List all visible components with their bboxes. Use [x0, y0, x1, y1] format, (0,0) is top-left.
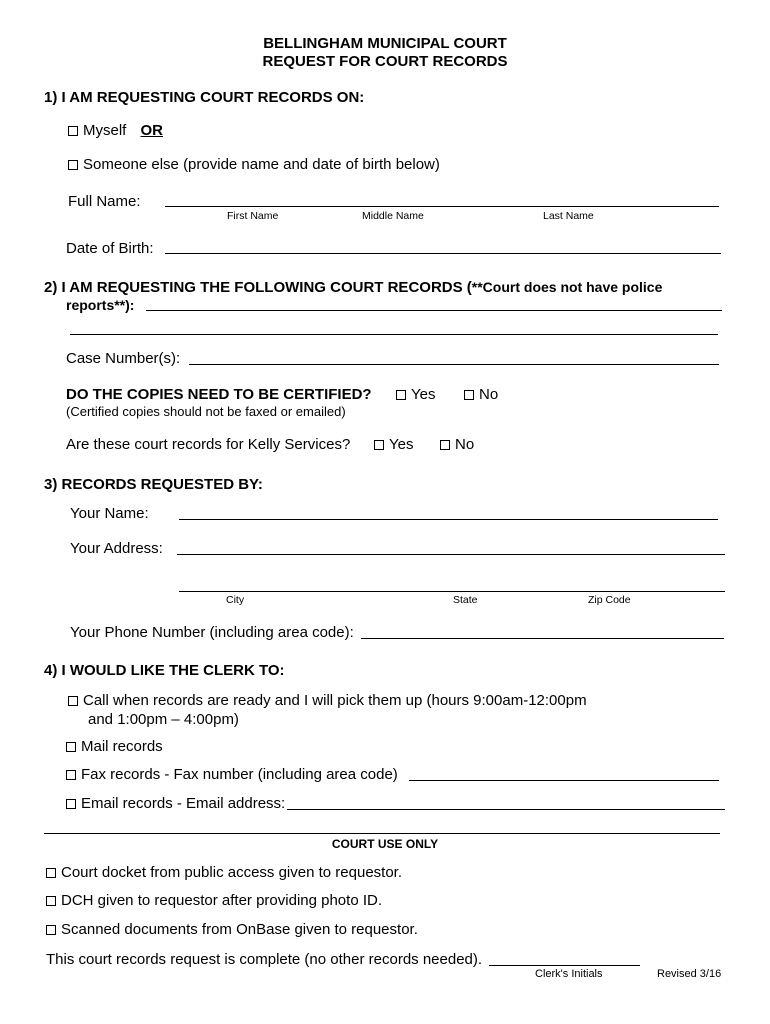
kelly-no-option[interactable] [440, 436, 474, 453]
your-address-label: Your Address: [70, 540, 163, 557]
dch-label: DCH given to requestor after providing photo ID. [61, 892, 382, 909]
kelly-no-label: No [455, 436, 475, 453]
scanned-checkbox[interactable] [46, 925, 56, 935]
dch-checkbox[interactable] [46, 896, 56, 906]
kelly-yes-checkbox[interactable] [374, 440, 384, 450]
call-option[interactable] [68, 692, 587, 709]
section2-heading-note: **Court does not have police [471, 279, 663, 295]
or-label: OR [140, 122, 164, 139]
fax-number-field[interactable] [409, 780, 719, 781]
fax-checkbox[interactable] [66, 770, 76, 780]
docket-option[interactable] [46, 864, 402, 881]
certified-yes-option[interactable] [396, 386, 435, 403]
someone-else-label: Someone else (provide name and date of birth below) [83, 156, 440, 173]
records-requested-field-1[interactable] [146, 310, 722, 311]
someone-else-option[interactable] [68, 156, 440, 173]
full-name-label: Full Name: [68, 193, 141, 210]
city-state-zip-field[interactable] [179, 591, 725, 592]
scanned-option[interactable] [46, 921, 418, 938]
certified-yes-checkbox[interactable] [396, 390, 406, 400]
email-address-field[interactable] [287, 809, 725, 810]
certified-no-label: No [479, 386, 499, 403]
phone-label: Your Phone Number (including area code): [70, 624, 354, 641]
fax-label: Fax records - Fax number (including area code) [81, 766, 398, 783]
your-address-field[interactable] [177, 554, 725, 555]
state-caption: State [453, 594, 478, 606]
kelly-yes-option[interactable] [374, 436, 413, 453]
section2-heading-text: 2) I AM REQUESTING THE FOLLOWING COURT RECORDS ( [44, 279, 472, 296]
call-label-line1: Call when records are ready and I will pick them up (hours 9:00am-12:00pm [83, 692, 587, 709]
certified-question: DO THE COPIES NEED TO BE CERTIFIED? [66, 386, 372, 403]
full-name-field[interactable] [165, 206, 719, 207]
section2-heading [44, 279, 662, 296]
your-name-field[interactable] [179, 519, 718, 520]
your-name-label: Your Name: [70, 505, 149, 522]
myself-label: Myself [83, 122, 127, 139]
certified-no-option[interactable] [464, 386, 498, 403]
myself-checkbox[interactable] [68, 126, 78, 136]
mail-label: Mail records [81, 738, 163, 755]
clerk-initials-field[interactable] [489, 965, 640, 966]
kelly-question: Are these court records for Kelly Services? [66, 436, 351, 453]
middle-name-caption: Middle Name [362, 210, 424, 222]
myself-option[interactable] [68, 122, 163, 139]
docket-label: Court docket from public access given to requestor. [61, 864, 403, 881]
section3-heading: 3) RECORDS REQUESTED BY: [44, 476, 263, 493]
mail-checkbox[interactable] [66, 742, 76, 752]
dob-field[interactable] [165, 253, 721, 254]
complete-statement: This court records request is complete (no other records needed). [46, 951, 483, 968]
section1-heading: 1) I AM REQUESTING COURT RECORDS ON: [44, 89, 365, 106]
court-use-divider [44, 833, 720, 834]
fax-option[interactable] [66, 766, 398, 783]
court-use-heading: COURT USE ONLY [331, 837, 439, 851]
certified-yes-label: Yes [411, 386, 436, 403]
zip-caption: Zip Code [588, 594, 631, 606]
mail-option[interactable] [66, 738, 163, 755]
certified-no-checkbox[interactable] [464, 390, 474, 400]
dch-option[interactable] [46, 892, 382, 909]
scanned-label: Scanned documents from OnBase given to requestor. [61, 921, 418, 938]
records-requested-field-2[interactable] [70, 334, 718, 335]
call-label-line2: and 1:00pm – 4:00pm) [88, 711, 239, 728]
case-number-label: Case Number(s): [66, 350, 181, 367]
section4-heading: 4) I WOULD LIKE THE CLERK TO: [44, 662, 285, 679]
case-number-field[interactable] [189, 364, 719, 365]
city-caption: City [226, 594, 245, 606]
docket-checkbox[interactable] [46, 868, 56, 878]
revision-note: Revised 3/16 [657, 968, 722, 980]
call-checkbox[interactable] [68, 696, 78, 706]
court-name: BELLINGHAM MUNICIPAL COURT [263, 35, 507, 52]
certified-note: (Certified copies should not be faxed or emailed) [66, 404, 346, 419]
email-checkbox[interactable] [66, 799, 76, 809]
last-name-caption: Last Name [543, 210, 594, 222]
first-name-caption: First Name [227, 210, 279, 222]
kelly-yes-label: Yes [389, 436, 414, 453]
dob-label: Date of Birth: [66, 240, 154, 257]
clerk-initials-caption: Clerk's Initials [535, 968, 603, 980]
someone-else-checkbox[interactable] [68, 160, 78, 170]
form-title: REQUEST FOR COURT RECORDS [262, 53, 508, 70]
section2-heading-note2: reports**): [66, 297, 135, 313]
email-label: Email records - Email address: [81, 795, 286, 812]
kelly-no-checkbox[interactable] [440, 440, 450, 450]
email-option[interactable] [66, 795, 285, 812]
phone-field[interactable] [361, 638, 724, 639]
